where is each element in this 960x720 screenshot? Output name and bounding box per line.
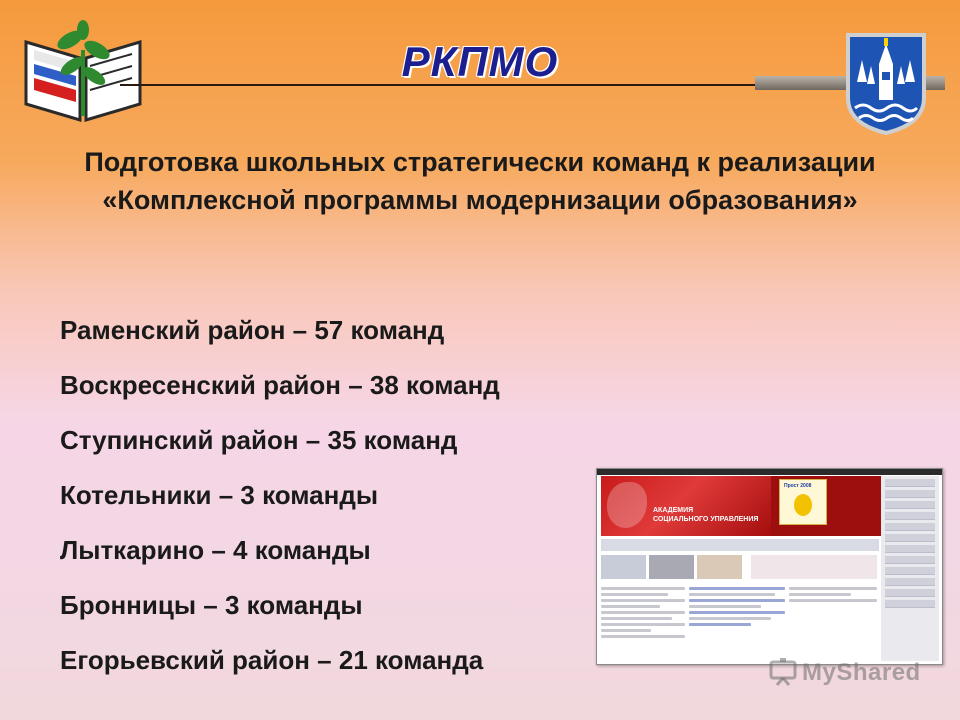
website-promo [779,479,827,525]
sidebar-row [885,490,935,498]
website-column-right [789,587,877,659]
text-line [601,635,685,638]
presentation-board-icon [768,658,798,686]
banner-line-1: АКАДЕМИЯ [653,507,694,514]
website-sidebar [881,476,939,661]
region-map-icon [607,482,647,528]
sidebar-row [885,600,935,608]
sidebar-row [885,534,935,542]
district-list [60,310,500,695]
list-item: Егорьевский район – 21 команда [60,645,484,675]
list-item: Раменский район – 57 команд [60,315,445,345]
text-line [601,605,660,608]
list-item: Ступинский район – 35 команд [60,425,458,455]
text-line [689,599,785,602]
text-line [689,611,785,614]
sidebar-row [885,567,935,575]
sidebar-row [885,523,935,531]
thumbnail [649,555,694,579]
website-screenshot [596,468,943,665]
website-nav [601,539,879,551]
text-line [601,617,672,620]
watermark [768,656,926,692]
thumbnail [751,555,877,579]
thumbnail [697,555,742,579]
text-line [689,617,771,620]
sidebar-row [885,578,935,586]
text-line [601,587,685,590]
slide-subtitle: Подготовка школьных стратегически команд к реализации «Комплексной программы модернизации образования» [84,147,876,215]
watermark-text: MyShared [802,659,921,686]
website-column-left [601,587,685,659]
list-item: Воскресенский район – 38 команд [60,370,500,400]
text-line [789,593,851,596]
page-title: РКПМО [401,38,559,85]
list-item: Бронницы – 3 команды [60,590,363,620]
text-line [689,593,775,596]
coat-of-arms-icon [845,32,927,136]
text-line [601,623,685,626]
list-item: Лыткарино – 4 команды [60,535,371,565]
banner-line-2: СОЦИАЛЬНОГО УПРАВЛЕНИЯ [653,516,759,523]
website-topbar [597,469,942,475]
sidebar-row [885,512,935,520]
sidebar-row [885,545,935,553]
text-line [601,629,651,632]
website-column-middle [689,587,785,659]
running-figure-icon [794,494,812,516]
text-line [689,623,751,626]
promo-label: Прост 2008 [784,483,812,489]
website-banner-text [653,506,758,524]
text-line [789,587,877,590]
thumbnail [601,555,646,579]
text-line [789,599,877,602]
website-banner [601,476,771,536]
list-item: Котельники – 3 команды [60,480,379,510]
sidebar-row [885,479,935,487]
sidebar-row [885,556,935,564]
text-line [601,599,685,602]
sidebar-row [885,589,935,597]
text-line [689,605,761,608]
website-thumbnails [601,555,879,585]
text-line [601,593,668,596]
text-line [689,587,785,590]
text-line [601,611,685,614]
sidebar-row [885,501,935,509]
